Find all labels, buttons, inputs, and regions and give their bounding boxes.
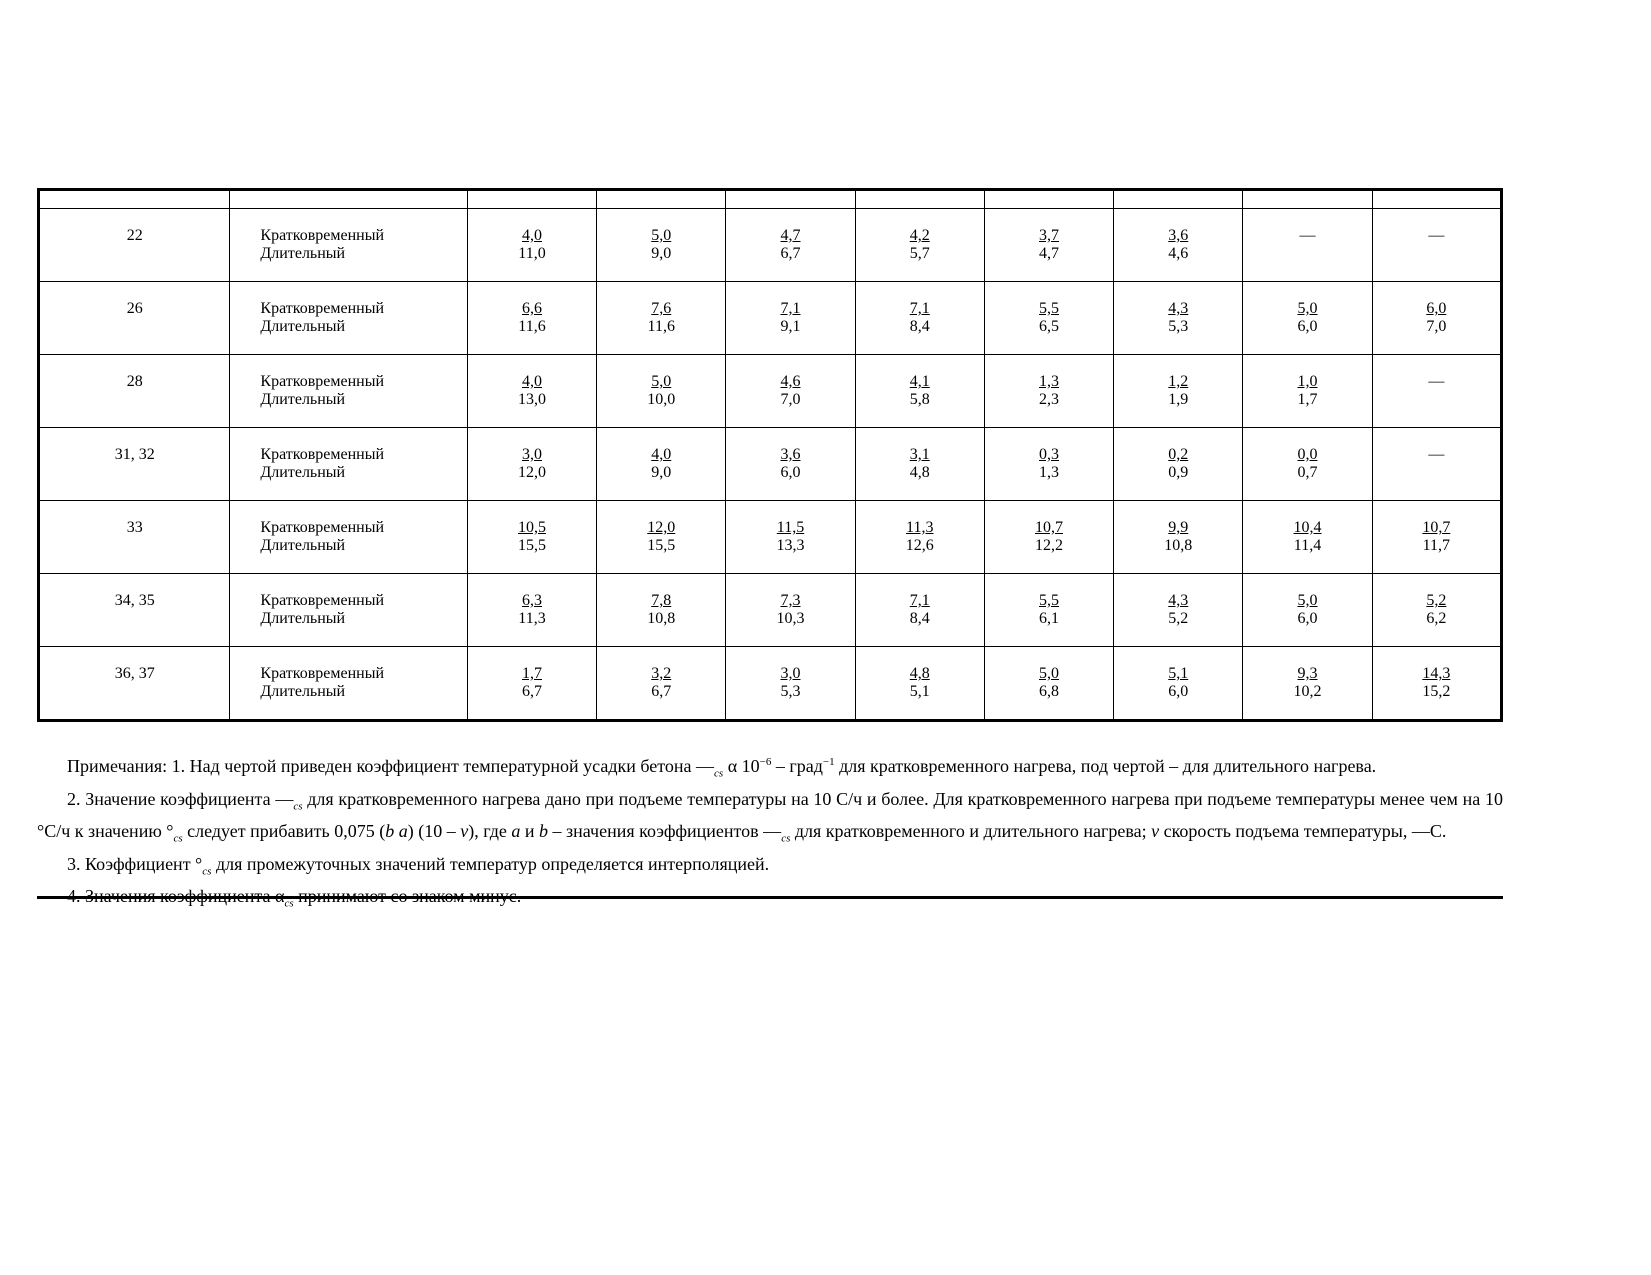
heating-mode-cell — [230, 282, 467, 355]
coefficient-cell — [1372, 501, 1501, 574]
short-term-value: 11,5 — [776, 519, 805, 536]
coefficient-cell — [726, 428, 855, 501]
long-term-value: 7,0 — [1426, 318, 1447, 335]
dash-value: — — [1299, 227, 1316, 244]
header-cell — [726, 190, 855, 209]
coefficient-fraction — [647, 373, 675, 409]
coefficient-cell — [855, 209, 984, 282]
coefficient-fraction — [518, 519, 546, 555]
coefficient-cell — [984, 355, 1113, 428]
coefficient-fraction — [1426, 592, 1446, 628]
long-term-value: 10,8 — [1164, 537, 1193, 554]
short-term-value: 9,9 — [1168, 519, 1189, 536]
coefficient-fraction — [1039, 446, 1059, 482]
short-term-value: 7,1 — [909, 592, 930, 609]
coefficient-fraction — [781, 446, 801, 482]
coefficient-fraction — [518, 227, 545, 263]
mode-long-label: Длительный — [260, 464, 346, 481]
temperature-value: 31, 32 — [114, 446, 155, 463]
mode-short-label: Кратковременный — [260, 300, 385, 317]
coefficient-cell — [726, 282, 855, 355]
long-term-value: 13,0 — [518, 391, 546, 408]
long-term-value: 10,3 — [776, 610, 805, 627]
mode-short-label: Кратковременный — [260, 227, 385, 244]
coefficient-cell — [467, 282, 596, 355]
coefficient-fraction — [777, 519, 805, 555]
coefficient-cell — [984, 209, 1113, 282]
coefficient-cell — [855, 282, 984, 355]
coefficient-cell — [467, 355, 596, 428]
long-term-value: 10,8 — [647, 610, 676, 627]
note-4: 4. Значения коэффициента $\alpha_{cs}$ принимают со знаком минус. — [67, 886, 522, 910]
short-term-value: 4,3 — [1168, 592, 1189, 609]
long-term-value: 6,2 — [1426, 610, 1447, 627]
temperature-cell — [39, 355, 230, 428]
short-term-value: 10,4 — [1293, 519, 1322, 536]
coefficient-cell — [1114, 282, 1243, 355]
long-term-value: 6,0 — [1297, 318, 1318, 335]
short-term-value: 4,6 — [780, 373, 801, 390]
coefficient-cell — [597, 209, 726, 282]
coefficient-cell — [855, 355, 984, 428]
note-1: Примечания: 1. Над чертой приведен коэффициент температурной усадки бетона $—_{cs}$ α $10^{-6}$ – град$^{-1}$ для кратковременного нагрева, под чертой – для длительного нагрева. — [67, 756, 1377, 780]
coefficient-fraction — [781, 300, 801, 336]
bottom-rule — [37, 896, 1503, 899]
short-term-value: 14,3 — [1422, 665, 1451, 682]
short-term-value: 3,0 — [522, 446, 542, 463]
shrinkage-coefficients-table — [37, 188, 1503, 722]
table-row — [39, 355, 1502, 428]
heating-mode-cell — [230, 501, 467, 574]
short-term-value: 5,1 — [1168, 665, 1189, 682]
note-2: 2. Значение коэффициента $—_{cs}$ для кратковременного нагрева дано при подъеме температуры на 10 С/ч и более. Для кратковременного нагрева при подъеме температуры менее чем на 10 °С/ч к значению $^\circ_{cs}$ следует прибавить 0,075 (b a) (10 – v), где a и b – значения коэффициентов $—_{cs}$ для кратковременного и длительного нагрева; v скорость подъема температуры, —С. — [37, 788, 1503, 845]
short-term-value: 6,0 — [1426, 300, 1447, 317]
long-term-value: 12,0 — [518, 464, 546, 481]
coefficient-fraction — [1422, 519, 1450, 555]
coefficient-cell — [1114, 647, 1243, 721]
coefficient-cell — [1372, 282, 1501, 355]
temperature-cell — [39, 282, 230, 355]
coefficient-cell — [726, 209, 855, 282]
coefficient-cell — [855, 501, 984, 574]
mode-long-label: Длительный — [260, 683, 346, 700]
table-row — [39, 501, 1502, 574]
coefficient-cell — [726, 501, 855, 574]
header-row-empty — [39, 190, 1502, 209]
temperature-value: 22 — [126, 227, 143, 244]
long-term-value: 9,1 — [780, 318, 801, 335]
long-term-value: 12,2 — [1035, 537, 1063, 554]
mode-short-label: Кратковременный — [260, 373, 385, 390]
short-term-value: 10,5 — [518, 519, 546, 536]
long-term-value: 6,7 — [780, 245, 801, 262]
temperature-value: 36, 37 — [114, 665, 155, 682]
coefficient-fraction — [910, 373, 930, 409]
temperature-value: 33 — [126, 519, 143, 536]
coefficient-fraction — [1168, 665, 1188, 701]
temperature-cell — [39, 574, 230, 647]
header-cell — [1114, 190, 1243, 209]
coefficient-fraction — [910, 665, 930, 701]
temperature-value: 28 — [126, 373, 143, 390]
coefficient-cell — [1372, 355, 1501, 428]
temperature-cell — [39, 501, 230, 574]
long-term-value: 4,6 — [1168, 245, 1189, 262]
long-term-value: 10,0 — [647, 391, 676, 408]
short-term-value: 6,6 — [522, 300, 542, 317]
long-term-value: 1,9 — [1168, 391, 1189, 408]
coefficient-cell — [597, 574, 726, 647]
short-term-value: 4,8 — [909, 665, 930, 682]
header-cell — [1372, 190, 1501, 209]
coefficient-fraction — [1035, 519, 1063, 555]
coefficient-cell — [1243, 428, 1372, 501]
coefficient-cell — [984, 501, 1113, 574]
short-term-value: 7,8 — [651, 592, 672, 609]
coefficient-cell — [1243, 501, 1372, 574]
short-term-value: 10,7 — [1035, 519, 1063, 536]
coefficient-fraction — [1168, 373, 1188, 409]
long-term-value: 0,9 — [1168, 464, 1189, 481]
long-term-value: 4,8 — [909, 464, 930, 481]
coefficient-fraction — [906, 519, 934, 555]
coefficient-fraction — [1164, 519, 1192, 555]
temperature-cell — [39, 209, 230, 282]
coefficient-cell — [855, 428, 984, 501]
short-term-value: 5,0 — [651, 227, 672, 244]
coefficient-fraction — [518, 300, 545, 336]
coefficient-cell — [1114, 574, 1243, 647]
long-term-value: 11,6 — [647, 318, 675, 335]
short-term-value: 5,0 — [1297, 592, 1318, 609]
long-term-value: 15,5 — [647, 537, 676, 554]
header-cell — [855, 190, 984, 209]
short-term-value: 0,2 — [1168, 446, 1189, 463]
coefficient-cell — [1372, 574, 1501, 647]
coefficient-cell — [1114, 501, 1243, 574]
short-term-value: 3,6 — [780, 446, 801, 463]
mode-short-label: Кратковременный — [260, 446, 385, 463]
coefficient-fraction — [518, 592, 545, 628]
coefficient-fraction — [910, 300, 930, 336]
temperature-value: 34, 35 — [114, 592, 155, 609]
header-cell — [39, 190, 230, 209]
short-term-value: 5,0 — [651, 373, 672, 390]
coefficient-fraction — [1168, 300, 1188, 336]
long-term-value: 0,7 — [1297, 464, 1318, 481]
coefficient-cell — [597, 355, 726, 428]
table-row — [39, 428, 1502, 501]
short-term-value: 5,0 — [1039, 665, 1059, 682]
coefficient-cell — [984, 647, 1113, 721]
temperature-cell — [39, 647, 230, 721]
coefficient-fraction — [910, 446, 930, 482]
coefficient-cell — [467, 428, 596, 501]
long-term-value: 5,8 — [909, 391, 930, 408]
short-term-value: 4,7 — [780, 227, 801, 244]
dash-value: — — [1428, 373, 1445, 390]
header-cell — [230, 190, 467, 209]
coefficient-cell — [984, 282, 1113, 355]
long-term-value: 6,7 — [651, 683, 672, 700]
long-term-value: 4,7 — [1039, 245, 1059, 262]
coefficient-fraction — [648, 300, 675, 336]
table-row — [39, 647, 1502, 721]
short-term-value: 10,7 — [1422, 519, 1451, 536]
short-term-value: 3,1 — [909, 446, 930, 463]
long-term-value: 9,0 — [651, 464, 672, 481]
coefficient-fraction — [910, 227, 930, 263]
coefficient-cell — [597, 282, 726, 355]
coefficient-fraction — [1294, 665, 1322, 701]
long-term-value: 6,1 — [1039, 610, 1059, 627]
header-cell — [984, 190, 1113, 209]
mode-short-label: Кратковременный — [260, 665, 385, 682]
coefficient-cell — [1114, 428, 1243, 501]
short-term-value: 0,3 — [1039, 446, 1059, 463]
short-term-value: 1,7 — [522, 665, 542, 682]
coefficient-cell — [726, 574, 855, 647]
coefficient-cell — [467, 574, 596, 647]
short-term-value: 11,3 — [906, 519, 934, 536]
coefficient-fraction — [651, 665, 671, 701]
long-term-value: 5,1 — [909, 683, 930, 700]
long-term-value: 11,3 — [518, 610, 546, 627]
coefficient-cell — [467, 209, 596, 282]
long-term-value: 15,2 — [1422, 683, 1451, 700]
header-cell — [597, 190, 726, 209]
table-row — [39, 574, 1502, 647]
coefficient-cell — [1372, 428, 1501, 501]
coefficient-fraction — [1168, 592, 1188, 628]
heating-mode-cell — [230, 428, 467, 501]
coefficient-cell — [597, 647, 726, 721]
long-term-value: 7,0 — [780, 391, 801, 408]
mode-long-label: Длительный — [260, 245, 346, 262]
coefficient-fraction — [1039, 300, 1059, 336]
long-term-value: 9,0 — [651, 245, 672, 262]
coefficient-cell — [1243, 355, 1372, 428]
header-cell — [467, 190, 596, 209]
long-term-value: 15,5 — [518, 537, 546, 554]
long-term-value: 8,4 — [909, 318, 930, 335]
coefficient-cell — [467, 501, 596, 574]
coefficient-fraction — [651, 446, 671, 482]
coefficient-fraction — [781, 227, 801, 263]
short-term-value: 5,5 — [1039, 592, 1059, 609]
dash-value: — — [1428, 446, 1445, 463]
mode-long-label: Длительный — [260, 610, 346, 627]
long-term-value: 13,3 — [776, 537, 805, 554]
table-row — [39, 282, 1502, 355]
coefficient-fraction — [1422, 665, 1450, 701]
table-body — [39, 190, 1502, 721]
mode-short-label: Кратковременный — [260, 592, 385, 609]
coefficient-cell — [1372, 209, 1501, 282]
temperature-cell — [39, 428, 230, 501]
coefficient-fraction — [1039, 373, 1059, 409]
long-term-value: 11,0 — [518, 245, 546, 262]
coefficient-cell — [1243, 647, 1372, 721]
mode-long-label: Длительный — [260, 318, 346, 335]
short-term-value: 9,3 — [1297, 665, 1318, 682]
temperature-value: 26 — [126, 300, 143, 317]
coefficient-cell — [597, 428, 726, 501]
short-term-value: 5,0 — [1297, 300, 1318, 317]
long-term-value: 6,0 — [1297, 610, 1318, 627]
long-term-value: 11,7 — [1422, 537, 1451, 554]
coefficient-fraction — [1298, 300, 1318, 336]
coefficient-cell — [726, 647, 855, 721]
short-term-value: 3,2 — [651, 665, 672, 682]
coefficient-fraction — [651, 227, 671, 263]
mode-long-label: Длительный — [260, 537, 346, 554]
mode-short-label: Кратковременный — [260, 519, 385, 536]
coefficient-cell — [1372, 647, 1501, 721]
short-term-value: 1,0 — [1297, 373, 1318, 390]
coefficient-cell — [597, 501, 726, 574]
coefficient-fraction — [1039, 665, 1059, 701]
long-term-value: 8,4 — [909, 610, 930, 627]
short-term-value: 1,3 — [1039, 373, 1059, 390]
short-term-value: 0,0 — [1297, 446, 1318, 463]
coefficient-fraction — [1298, 446, 1318, 482]
coefficient-fraction — [1039, 592, 1059, 628]
coefficient-fraction — [647, 519, 675, 555]
long-term-value: 6,5 — [1039, 318, 1059, 335]
coefficient-fraction — [647, 592, 675, 628]
coefficient-fraction — [518, 373, 546, 409]
long-term-value: 12,6 — [905, 537, 934, 554]
short-term-value: 12,0 — [647, 519, 676, 536]
heating-mode-cell — [230, 647, 467, 721]
short-term-value: 3,6 — [1168, 227, 1189, 244]
long-term-value: 5,3 — [780, 683, 801, 700]
heating-mode-cell — [230, 209, 467, 282]
long-term-value: 6,7 — [522, 683, 542, 700]
coefficient-cell — [1243, 574, 1372, 647]
coefficient-fraction — [1039, 227, 1059, 263]
coefficient-fraction — [518, 446, 546, 482]
heating-mode-cell — [230, 574, 467, 647]
coefficient-fraction — [1168, 446, 1188, 482]
short-term-value: 4,0 — [522, 227, 542, 244]
coefficient-fraction — [522, 665, 542, 701]
coefficient-cell — [1243, 209, 1372, 282]
long-term-value: 1,3 — [1039, 464, 1059, 481]
header-cell — [1243, 190, 1372, 209]
notes-block — [37, 750, 1503, 917]
long-term-value: 11,4 — [1293, 537, 1322, 554]
short-term-value: 5,5 — [1039, 300, 1059, 317]
coefficient-cell — [855, 574, 984, 647]
coefficient-fraction — [1298, 373, 1318, 409]
coefficient-fraction — [781, 373, 801, 409]
long-term-value: 2,3 — [1039, 391, 1059, 408]
long-term-value: 5,3 — [1168, 318, 1189, 335]
coefficient-cell — [855, 647, 984, 721]
short-term-value: 3,7 — [1039, 227, 1059, 244]
coefficient-cell — [726, 355, 855, 428]
coefficient-fraction — [1168, 227, 1188, 263]
long-term-value: 5,2 — [1168, 610, 1189, 627]
short-term-value: 4,1 — [909, 373, 930, 390]
short-term-value: 5,2 — [1426, 592, 1447, 609]
long-term-value: 6,8 — [1039, 683, 1059, 700]
coefficient-fraction — [777, 592, 805, 628]
coefficient-fraction — [910, 592, 930, 628]
short-term-value: 6,3 — [522, 592, 542, 609]
coefficient-cell — [984, 574, 1113, 647]
short-term-value: 4,2 — [909, 227, 930, 244]
coefficient-cell — [1243, 282, 1372, 355]
short-term-value: 1,2 — [1168, 373, 1189, 390]
coefficient-fraction — [1426, 300, 1446, 336]
dash-value: — — [1428, 227, 1445, 244]
note-3: 3. Коэффициент $^\circ_{cs}$ для промежуточных значений температур определяется интерполяцией. — [67, 853, 770, 878]
table-row — [39, 209, 1502, 282]
short-term-value: 4,3 — [1168, 300, 1189, 317]
long-term-value: 1,7 — [1297, 391, 1318, 408]
coefficient-fraction — [1298, 592, 1318, 628]
short-term-value: 3,0 — [780, 665, 801, 682]
coefficient-cell — [1114, 209, 1243, 282]
short-term-value: 7,6 — [651, 300, 672, 317]
short-term-value: 4,0 — [651, 446, 672, 463]
short-term-value: 7,1 — [909, 300, 930, 317]
long-term-value: 11,6 — [518, 318, 546, 335]
coefficient-cell — [467, 647, 596, 721]
heating-mode-cell — [230, 355, 467, 428]
long-term-value: 6,0 — [780, 464, 801, 481]
coefficient-fraction — [781, 665, 801, 701]
coefficient-cell — [1114, 355, 1243, 428]
long-term-value: 6,0 — [1168, 683, 1189, 700]
short-term-value: 7,1 — [780, 300, 801, 317]
short-term-value: 7,3 — [780, 592, 801, 609]
coefficient-cell — [984, 428, 1113, 501]
coefficient-fraction — [1294, 519, 1322, 555]
long-term-value: 10,2 — [1293, 683, 1322, 700]
short-term-value: 4,0 — [522, 373, 542, 390]
long-term-value: 5,7 — [909, 245, 930, 262]
mode-long-label: Длительный — [260, 391, 346, 408]
